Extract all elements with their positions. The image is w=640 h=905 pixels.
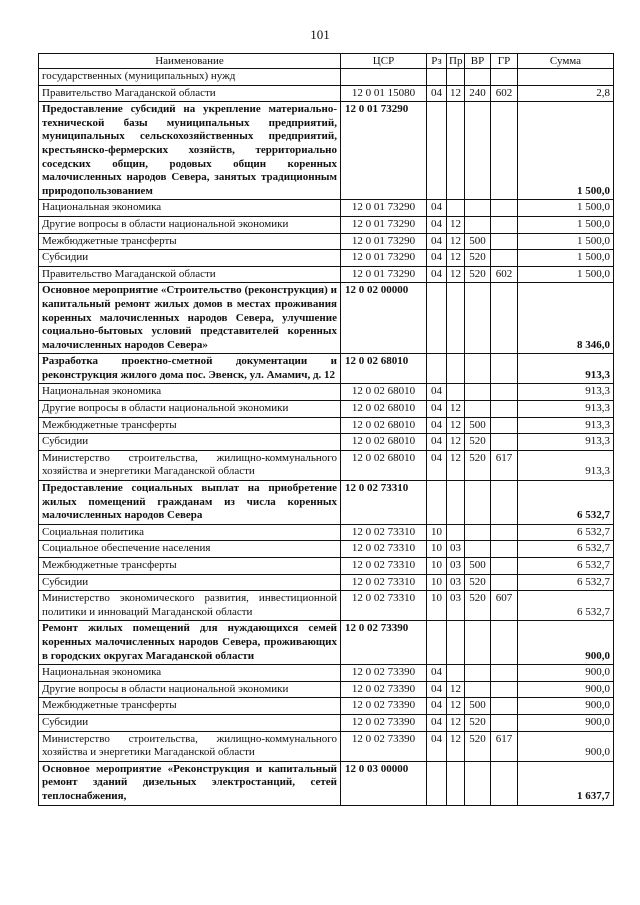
cell-sum: 6 532,7 — [518, 524, 614, 541]
cell-csr: 12 0 03 00000 — [341, 761, 427, 805]
cell-vr: 500 — [465, 698, 491, 715]
cell-gr — [491, 481, 518, 525]
cell-pr: 03 — [447, 574, 465, 591]
table-row — [39, 731, 614, 761]
table-row — [39, 102, 614, 200]
cell-pr: 12 — [447, 401, 465, 418]
cell-csr: 12 0 02 73310 — [341, 524, 427, 541]
cell-pr — [447, 354, 465, 384]
cell-pr: 12 — [447, 681, 465, 698]
cell-csr: 12 0 01 73290 — [341, 200, 427, 217]
cell-name: Субсидии — [39, 574, 341, 591]
table-row — [39, 384, 614, 401]
cell-pr: 03 — [447, 591, 465, 621]
cell-pr — [447, 283, 465, 354]
cell-vr: 520 — [465, 714, 491, 731]
cell-gr — [491, 384, 518, 401]
cell-vr — [465, 384, 491, 401]
table-row — [39, 574, 614, 591]
cell-rz — [427, 283, 447, 354]
cell-sum: 2,8 — [518, 85, 614, 102]
cell-name: Правительство Магаданской области — [39, 85, 341, 102]
cell-csr: 12 0 02 73390 — [341, 665, 427, 682]
cell-sum: 913,3 — [518, 384, 614, 401]
cell-rz: 04 — [427, 401, 447, 418]
cell-gr — [491, 524, 518, 541]
cell-name: Социальное обеспечение населения — [39, 541, 341, 558]
cell-pr — [447, 481, 465, 525]
cell-pr — [447, 665, 465, 682]
cell-pr: 12 — [447, 450, 465, 480]
table-row — [39, 233, 614, 250]
cell-csr: 12 0 02 73390 — [341, 681, 427, 698]
cell-sum: 913,3 — [518, 450, 614, 480]
table-row — [39, 354, 614, 384]
cell-rz: 10 — [427, 524, 447, 541]
cell-csr: 12 0 02 68010 — [341, 354, 427, 384]
cell-csr: 12 0 02 68010 — [341, 384, 427, 401]
cell-pr — [447, 524, 465, 541]
cell-csr: 12 0 02 68010 — [341, 417, 427, 434]
cell-rz: 10 — [427, 591, 447, 621]
cell-sum: 1 637,7 — [518, 761, 614, 805]
cell-vr: 520 — [465, 250, 491, 267]
cell-rz: 04 — [427, 200, 447, 217]
cell-sum: 900,0 — [518, 621, 614, 665]
cell-name: Национальная экономика — [39, 200, 341, 217]
cell-csr: 12 0 02 73310 — [341, 591, 427, 621]
cell-pr: 12 — [447, 698, 465, 715]
table-row — [39, 401, 614, 418]
cell-gr — [491, 621, 518, 665]
cell-vr — [465, 216, 491, 233]
cell-sum: 1 500,0 — [518, 200, 614, 217]
cell-rz: 04 — [427, 384, 447, 401]
table-row — [39, 541, 614, 558]
cell-csr: 12 0 02 73310 — [341, 574, 427, 591]
cell-rz: 04 — [427, 731, 447, 761]
cell-sum: 900,0 — [518, 681, 614, 698]
cell-sum: 1 500,0 — [518, 216, 614, 233]
table-row — [39, 200, 614, 217]
cell-csr: 12 0 01 73290 — [341, 102, 427, 200]
cell-vr — [465, 354, 491, 384]
cell-vr: 500 — [465, 417, 491, 434]
cell-name: Предоставление субсидий на укрепление материально-технической базы муниципальных предприятий, муниципальных сельскохозяйственных предприятий, крестьянско-фермерских хозяйств, территориально соседских общин, родовых общин коренных малочисленных народов Севера, занятых традиционным природопользованием — [39, 102, 341, 200]
cell-pr — [447, 200, 465, 217]
cell-gr: 617 — [491, 450, 518, 480]
table-row — [39, 524, 614, 541]
cell-vr: 520 — [465, 450, 491, 480]
table-row — [39, 558, 614, 575]
cell-name: государственных (муниципальных) нужд — [39, 69, 341, 86]
cell-name: Межбюджетные трансферты — [39, 698, 341, 715]
cell-csr: 12 0 02 73310 — [341, 481, 427, 525]
table-row — [39, 85, 614, 102]
cell-name: Национальная экономика — [39, 665, 341, 682]
table-row — [39, 216, 614, 233]
table-row — [39, 698, 614, 715]
table-row — [39, 283, 614, 354]
cell-name: Национальная экономика — [39, 384, 341, 401]
cell-pr: 12 — [447, 233, 465, 250]
cell-sum: 8 346,0 — [518, 283, 614, 354]
cell-rz: 04 — [427, 85, 447, 102]
table-row — [39, 69, 614, 86]
cell-rz — [427, 354, 447, 384]
header-csr: ЦСР — [341, 54, 427, 69]
cell-vr — [465, 681, 491, 698]
cell-name: Министерство экономического развития, инвестиционной политики и инноваций Магаданской области — [39, 591, 341, 621]
cell-vr — [465, 524, 491, 541]
cell-gr — [491, 714, 518, 731]
cell-vr: 500 — [465, 233, 491, 250]
page-number: 101 — [310, 27, 330, 42]
cell-gr — [491, 283, 518, 354]
cell-vr — [465, 283, 491, 354]
cell-csr — [341, 69, 427, 86]
cell-pr: 12 — [447, 250, 465, 267]
cell-sum: 6 532,7 — [518, 558, 614, 575]
cell-sum: 900,0 — [518, 731, 614, 761]
cell-pr — [447, 69, 465, 86]
cell-sum: 913,3 — [518, 434, 614, 451]
cell-csr: 12 0 01 73290 — [341, 266, 427, 283]
cell-csr: 12 0 02 73310 — [341, 541, 427, 558]
cell-csr: 12 0 02 73390 — [341, 731, 427, 761]
cell-vr — [465, 621, 491, 665]
cell-gr — [491, 541, 518, 558]
cell-gr — [491, 250, 518, 267]
budget-table — [38, 53, 614, 806]
cell-csr: 12 0 01 15080 — [341, 85, 427, 102]
cell-pr: 12 — [447, 266, 465, 283]
cell-rz: 10 — [427, 558, 447, 575]
cell-csr: 12 0 02 73390 — [341, 714, 427, 731]
cell-name: Основное мероприятие «Строительство (реконструкция) и капитальный ремонт жилых домов в местах проживания коренных малочисленных народов Севера, улучшение социально-бытовых условий представителей коренных малочисленных народов Севера» — [39, 283, 341, 354]
header-sum: Сумма — [518, 54, 614, 69]
table-row — [39, 450, 614, 480]
header-pr: Пр — [447, 54, 465, 69]
cell-name: Межбюджетные трансферты — [39, 233, 341, 250]
cell-gr — [491, 665, 518, 682]
cell-name: Субсидии — [39, 714, 341, 731]
cell-sum: 6 532,7 — [518, 591, 614, 621]
cell-csr: 12 0 02 68010 — [341, 401, 427, 418]
cell-gr — [491, 102, 518, 200]
cell-vr — [465, 665, 491, 682]
cell-rz: 04 — [427, 698, 447, 715]
cell-sum: 6 532,7 — [518, 541, 614, 558]
cell-sum: 1 500,0 — [518, 102, 614, 200]
cell-name: Субсидии — [39, 250, 341, 267]
cell-gr — [491, 354, 518, 384]
cell-csr: 12 0 01 73290 — [341, 250, 427, 267]
cell-rz — [427, 69, 447, 86]
cell-rz: 04 — [427, 434, 447, 451]
cell-gr — [491, 761, 518, 805]
cell-gr — [491, 200, 518, 217]
cell-sum: 913,3 — [518, 354, 614, 384]
cell-rz: 10 — [427, 541, 447, 558]
cell-gr — [491, 574, 518, 591]
cell-csr: 12 0 01 73290 — [341, 216, 427, 233]
cell-pr: 03 — [447, 541, 465, 558]
header-rz: Рз — [427, 54, 447, 69]
cell-rz — [427, 621, 447, 665]
cell-csr: 12 0 02 68010 — [341, 450, 427, 480]
cell-gr: 602 — [491, 85, 518, 102]
cell-name: Правительство Магаданской области — [39, 266, 341, 283]
cell-pr: 12 — [447, 731, 465, 761]
cell-csr: 12 0 02 73390 — [341, 698, 427, 715]
cell-rz: 04 — [427, 233, 447, 250]
cell-sum: 6 532,7 — [518, 574, 614, 591]
cell-sum: 1 500,0 — [518, 266, 614, 283]
cell-name: Предоставление социальных выплат на приобретение жилых помещений гражданам из числа коренных малочисленных народов Севера — [39, 481, 341, 525]
cell-sum: 913,3 — [518, 401, 614, 418]
cell-vr — [465, 69, 491, 86]
cell-vr: 520 — [465, 731, 491, 761]
cell-pr: 12 — [447, 216, 465, 233]
cell-name: Межбюджетные трансферты — [39, 417, 341, 434]
cell-pr — [447, 621, 465, 665]
table-row — [39, 250, 614, 267]
cell-vr — [465, 401, 491, 418]
cell-gr — [491, 434, 518, 451]
cell-gr — [491, 558, 518, 575]
cell-gr: 617 — [491, 731, 518, 761]
cell-name: Министерство строительства, жилищно-коммунального хозяйства и энергетики Магаданской области — [39, 731, 341, 761]
cell-csr: 12 0 02 73390 — [341, 621, 427, 665]
cell-sum: 6 532,7 — [518, 481, 614, 525]
cell-gr — [491, 698, 518, 715]
table-row — [39, 417, 614, 434]
cell-gr — [491, 681, 518, 698]
cell-gr — [491, 69, 518, 86]
table-row — [39, 621, 614, 665]
cell-pr: 03 — [447, 558, 465, 575]
table-header-row — [39, 54, 614, 69]
cell-name: Разработка проектно-сметной документации и реконструкция жилого дома пос. Эвенск, ул. Амамич, д. 12 — [39, 354, 341, 384]
table-row — [39, 665, 614, 682]
table-row — [39, 681, 614, 698]
cell-rz: 04 — [427, 714, 447, 731]
cell-pr — [447, 102, 465, 200]
cell-gr — [491, 233, 518, 250]
cell-rz — [427, 761, 447, 805]
cell-name: Другие вопросы в области национальной экономики — [39, 216, 341, 233]
cell-name: Социальная политика — [39, 524, 341, 541]
cell-vr: 240 — [465, 85, 491, 102]
cell-gr: 607 — [491, 591, 518, 621]
cell-sum — [518, 69, 614, 86]
table-row — [39, 266, 614, 283]
cell-rz — [427, 102, 447, 200]
cell-vr — [465, 102, 491, 200]
cell-csr: 12 0 02 73310 — [341, 558, 427, 575]
table-row — [39, 714, 614, 731]
cell-vr: 520 — [465, 574, 491, 591]
cell-name: Субсидии — [39, 434, 341, 451]
cell-rz: 04 — [427, 450, 447, 480]
cell-rz: 04 — [427, 665, 447, 682]
table-row — [39, 591, 614, 621]
cell-rz: 04 — [427, 681, 447, 698]
cell-pr: 12 — [447, 85, 465, 102]
cell-vr — [465, 200, 491, 217]
cell-sum: 900,0 — [518, 714, 614, 731]
cell-name: Основное мероприятие «Реконструкция и капитальный ремонт зданий дизельных электростанций, сетей теплоснабжения, — [39, 761, 341, 805]
cell-vr — [465, 541, 491, 558]
cell-rz: 04 — [427, 417, 447, 434]
cell-vr — [465, 761, 491, 805]
cell-name: Межбюджетные трансферты — [39, 558, 341, 575]
cell-vr: 520 — [465, 434, 491, 451]
cell-rz: 04 — [427, 266, 447, 283]
cell-rz: 10 — [427, 574, 447, 591]
cell-sum: 1 500,0 — [518, 250, 614, 267]
cell-gr — [491, 417, 518, 434]
cell-vr: 520 — [465, 266, 491, 283]
header-gr: ГР — [491, 54, 518, 69]
header-vr: ВР — [465, 54, 491, 69]
table-row — [39, 434, 614, 451]
cell-gr: 602 — [491, 266, 518, 283]
cell-csr: 12 0 02 68010 — [341, 434, 427, 451]
cell-rz: 04 — [427, 216, 447, 233]
cell-sum: 900,0 — [518, 698, 614, 715]
cell-gr — [491, 401, 518, 418]
cell-rz: 04 — [427, 250, 447, 267]
cell-vr — [465, 481, 491, 525]
cell-rz — [427, 481, 447, 525]
cell-gr — [491, 216, 518, 233]
cell-pr: 12 — [447, 714, 465, 731]
cell-name: Министерство строительства, жилищно-коммунального хозяйства и энергетики Магаданской области — [39, 450, 341, 480]
cell-pr: 12 — [447, 434, 465, 451]
cell-pr: 12 — [447, 417, 465, 434]
cell-name: Другие вопросы в области национальной экономики — [39, 401, 341, 418]
cell-pr — [447, 384, 465, 401]
cell-name: Другие вопросы в области национальной экономики — [39, 681, 341, 698]
table-row — [39, 481, 614, 525]
cell-sum: 913,3 — [518, 417, 614, 434]
cell-name: Ремонт жилых помещений для нуждающихся семей коренных малочисленных народов Севера, проживающих в городских округах Магаданской области — [39, 621, 341, 665]
cell-sum: 1 500,0 — [518, 233, 614, 250]
cell-csr: 12 0 01 73290 — [341, 233, 427, 250]
cell-pr — [447, 761, 465, 805]
header-name: Наименование — [39, 54, 341, 69]
cell-vr: 520 — [465, 591, 491, 621]
cell-vr: 500 — [465, 558, 491, 575]
cell-sum: 900,0 — [518, 665, 614, 682]
cell-csr: 12 0 02 00000 — [341, 283, 427, 354]
table-row — [39, 761, 614, 805]
